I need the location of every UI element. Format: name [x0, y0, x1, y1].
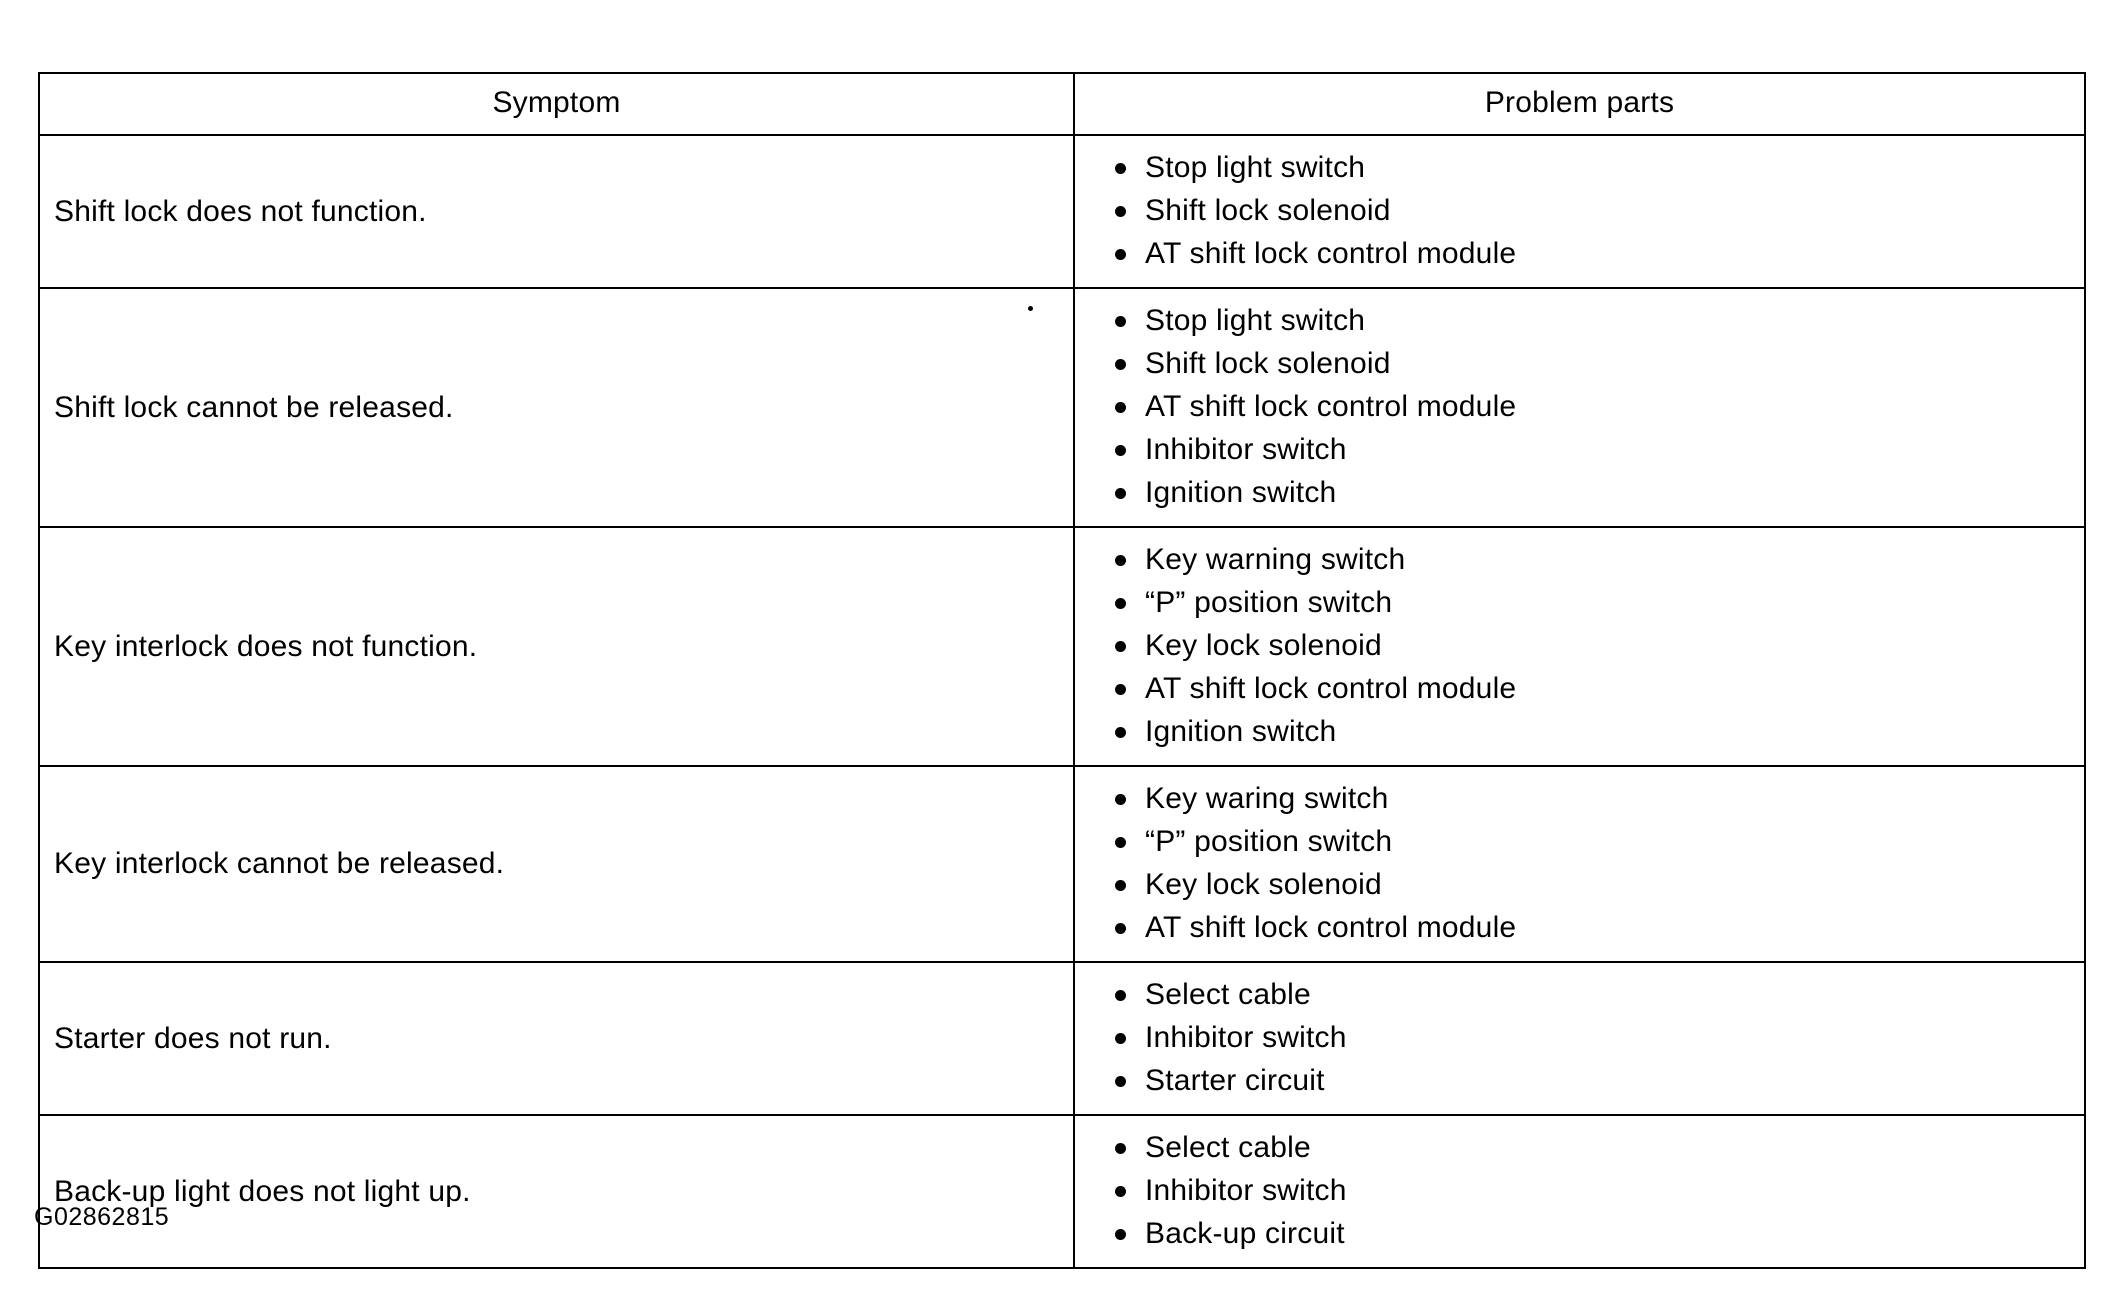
list-item	[1075, 428, 2084, 471]
bullet-icon	[1115, 445, 1126, 456]
list-item	[1075, 667, 2084, 710]
table-header	[39, 73, 2085, 135]
document-code: G02862815	[34, 1203, 170, 1231]
problem-parts-list	[1075, 146, 2084, 275]
list-item-label: Shift lock solenoid	[1145, 194, 1391, 227]
symptom-cell: Back-up light does not light up.	[39, 1115, 1074, 1268]
problem-parts-cell	[1074, 288, 2085, 527]
problem-parts-cell	[1074, 962, 2085, 1115]
problem-parts-cell	[1074, 766, 2085, 962]
list-item-label: Select cable	[1145, 978, 1311, 1011]
table-row	[39, 1115, 2085, 1268]
symptom-cell: Shift lock cannot be released.	[39, 288, 1074, 527]
bullet-icon	[1115, 880, 1126, 891]
bullet-icon	[1115, 684, 1126, 695]
bullet-icon	[1115, 727, 1126, 738]
symptom-problem-parts-table	[38, 72, 2086, 1269]
table-body	[39, 135, 2085, 1268]
table-row	[39, 288, 2085, 527]
list-item-label: Back-up circuit	[1145, 1217, 1345, 1250]
table-header-row	[39, 73, 2085, 135]
bullet-icon	[1115, 923, 1126, 934]
problem-parts-list	[1075, 538, 2084, 753]
problem-parts-list	[1075, 1126, 2084, 1255]
bullet-icon	[1115, 641, 1126, 652]
scan-artifact-dot	[1028, 306, 1033, 311]
bullet-icon	[1115, 488, 1126, 499]
column-header-symptom: Symptom	[39, 73, 1074, 135]
table-row	[39, 135, 2085, 288]
list-item-label: Key lock solenoid	[1145, 868, 1382, 901]
problem-parts-cell	[1074, 135, 2085, 288]
bullet-icon	[1115, 794, 1126, 805]
list-item-label: AT shift lock control module	[1145, 390, 1517, 423]
bullet-icon	[1115, 402, 1126, 413]
bullet-icon	[1115, 990, 1126, 1001]
problem-parts-list	[1075, 299, 2084, 514]
list-item	[1075, 581, 2084, 624]
list-item-label: Key lock solenoid	[1145, 629, 1382, 662]
list-item-label: Select cable	[1145, 1131, 1311, 1164]
list-item	[1075, 471, 2084, 514]
list-item	[1075, 146, 2084, 189]
list-item	[1075, 1059, 2084, 1102]
bullet-icon	[1115, 163, 1126, 174]
list-item	[1075, 1016, 2084, 1059]
list-item-label: AT shift lock control module	[1145, 237, 1517, 270]
bullet-icon	[1115, 1143, 1126, 1154]
list-item-label: Shift lock solenoid	[1145, 347, 1391, 380]
list-item-label: “P” position switch	[1145, 825, 1393, 858]
list-item	[1075, 906, 2084, 949]
list-item-label: “P” position switch	[1145, 586, 1393, 619]
problem-parts-cell	[1074, 1115, 2085, 1268]
symptom-cell: Key interlock does not function.	[39, 527, 1074, 766]
list-item-label: Starter circuit	[1145, 1064, 1325, 1097]
symptom-cell: Key interlock cannot be released.	[39, 766, 1074, 962]
list-item-label: Ignition switch	[1145, 476, 1337, 509]
list-item-label: Key warning switch	[1145, 543, 1406, 576]
list-item	[1075, 624, 2084, 667]
bullet-icon	[1115, 1076, 1126, 1087]
bullet-icon	[1115, 206, 1126, 217]
column-header-problem-parts: Problem parts	[1074, 73, 2085, 135]
list-item	[1075, 1169, 2084, 1212]
list-item	[1075, 232, 2084, 275]
list-item	[1075, 342, 2084, 385]
bullet-icon	[1115, 837, 1126, 848]
list-item-label: Inhibitor switch	[1145, 433, 1347, 466]
list-item	[1075, 820, 2084, 863]
list-item-label: Inhibitor switch	[1145, 1174, 1347, 1207]
list-item	[1075, 189, 2084, 232]
list-item	[1075, 385, 2084, 428]
bullet-icon	[1115, 249, 1126, 260]
symptom-cell: Shift lock does not function.	[39, 135, 1074, 288]
list-item	[1075, 863, 2084, 906]
symptom-cell: Starter does not run.	[39, 962, 1074, 1115]
list-item	[1075, 1126, 2084, 1169]
table-row	[39, 527, 2085, 766]
bullet-icon	[1115, 359, 1126, 370]
list-item	[1075, 710, 2084, 753]
table-row	[39, 962, 2085, 1115]
problem-parts-list	[1075, 973, 2084, 1102]
bullet-icon	[1115, 598, 1126, 609]
list-item-label: Key waring switch	[1145, 782, 1389, 815]
symptom-table-container	[38, 72, 2084, 1269]
problem-parts-list	[1075, 777, 2084, 949]
list-item-label: Inhibitor switch	[1145, 1021, 1347, 1054]
list-item	[1075, 1212, 2084, 1255]
list-item-label: Stop light switch	[1145, 151, 1366, 184]
list-item-label: Stop light switch	[1145, 304, 1366, 337]
bullet-icon	[1115, 1229, 1126, 1240]
table-row	[39, 766, 2085, 962]
problem-parts-cell	[1074, 527, 2085, 766]
list-item-label: AT shift lock control module	[1145, 672, 1517, 705]
list-item-label: Ignition switch	[1145, 715, 1337, 748]
list-item	[1075, 299, 2084, 342]
bullet-icon	[1115, 316, 1126, 327]
bullet-icon	[1115, 1186, 1126, 1197]
bullet-icon	[1115, 555, 1126, 566]
bullet-icon	[1115, 1033, 1126, 1044]
list-item-label: AT shift lock control module	[1145, 911, 1517, 944]
list-item	[1075, 973, 2084, 1016]
list-item	[1075, 538, 2084, 581]
list-item	[1075, 777, 2084, 820]
